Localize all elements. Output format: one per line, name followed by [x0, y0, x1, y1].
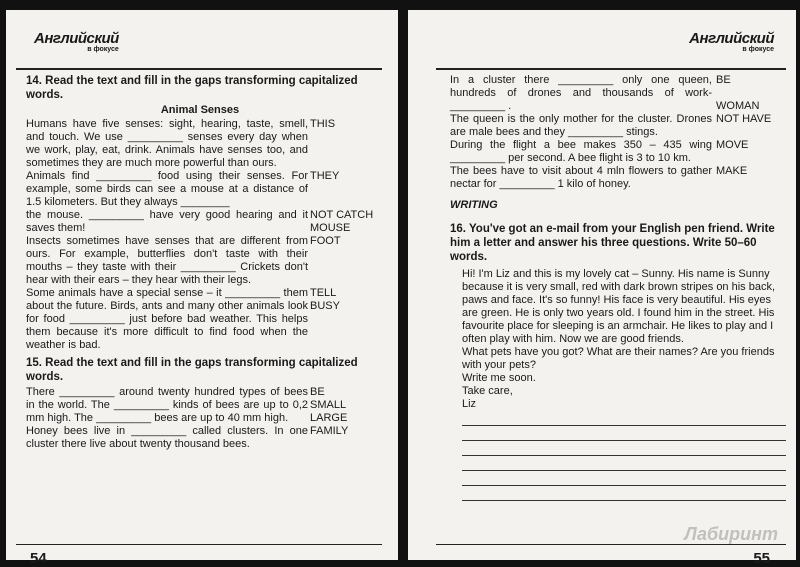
text-row: [450, 165, 786, 191]
text-row: [26, 209, 374, 235]
letter-paragraph: What pets have you got? What are their names? Are you friends with your pets?: [462, 346, 775, 371]
writing-header: WRITING: [450, 199, 498, 211]
text-row: [450, 139, 786, 165]
footer-rule: [436, 544, 786, 545]
capitalized-word: BE WOMAN: [716, 74, 760, 112]
text-row: [26, 170, 374, 209]
page-number: 54: [30, 550, 47, 567]
passage-text: Some animals have a special sense – it _________ them about the future. Birds, ants and many other animals look for food _________ just before bad weather. This helps them because it's more difficult to find food when the weather is bad.: [26, 287, 308, 351]
passage-text: Insects sometimes have senses that are different from ours. For example, butterflies don't taste with their mouths – they taste with their _________ Crickets don't hear with their ears – they hear with their legs.: [26, 235, 308, 286]
passage-text: Honey bees live in _________ called clusters. In one cluster there live about twenty thousand bees.: [26, 425, 308, 450]
text-row: [450, 74, 786, 113]
task-14-subtitle: Animal Senses: [160, 104, 240, 116]
task-14-rows: [26, 118, 374, 352]
text-row: [26, 118, 374, 170]
letter-paragraph: Write me soon.: [462, 372, 536, 384]
pen-friend-letter: [462, 268, 786, 411]
footer-rule: [16, 544, 382, 545]
answer-line[interactable]: [462, 441, 786, 456]
passage-text: In a cluster there _________ only one queen, hundreds of drones and thousands of work- _________ .: [450, 74, 712, 112]
capitalized-word: BE SMALL LARGE: [310, 386, 348, 424]
right-page: [408, 10, 796, 567]
capitalized-word: THEY: [310, 170, 340, 182]
letter-paragraph: Liz: [462, 398, 477, 410]
left-page: [6, 10, 398, 567]
header-rule: [436, 68, 786, 70]
page-number: 55: [753, 550, 770, 567]
left-content: [26, 74, 374, 451]
task-14-title: 14. Read the text and fill in the gaps transforming capitalized words.: [26, 75, 358, 101]
text-row: [26, 386, 374, 425]
passage-text: Animals find _________ food using their senses. For example, some birds can see a mouse at a distance of 1.5 kilometers. But they always ________: [26, 170, 308, 208]
header-rule: [16, 68, 382, 70]
passage-text: The bees have to visit about 4 mln flowers to gather nectar for _________ 1 kilo of honey.: [450, 165, 712, 190]
passage-text: Humans have five senses: sight, hearing, taste, smell, and touch. We use _________ senses every day when we work, play, eat, drink. Animals have senses too, and sometimes they are much more powerful than ours.: [26, 118, 308, 169]
answer-line[interactable]: [462, 426, 786, 441]
task-15-continued-rows: [450, 74, 786, 191]
answer-line[interactable]: [462, 486, 786, 501]
capitalized-word: MOVE: [716, 139, 749, 151]
letter-paragraph: Hi! I'm Liz and this is my lovely cat – Sunny. His name is Sunny because it is very small, red with dark brown stripes on his back, paws and face. It's so funny! His face is very beautiful. His eyes are green. He is only two years old. I found him in the street. His favourite place for sleeping is an armchair. He likes to play and I often play with him. Now we are good friends.: [462, 268, 776, 345]
book-logo: [34, 32, 119, 54]
answer-lines: [450, 411, 786, 501]
logo-title: Английский: [689, 30, 774, 47]
logo-title: Английский: [34, 30, 119, 47]
logo-subtitle: в фокусе: [742, 46, 774, 53]
book-logo: [689, 32, 774, 54]
text-row: [26, 235, 374, 287]
capitalized-word: THIS: [310, 118, 336, 130]
text-row: [26, 287, 374, 352]
text-row: [450, 113, 786, 139]
passage-text: There _________ around twenty hundred types of bees in the world. The _________ kinds of bees are up to 0,2 mm high. The _________ bees are up to 40 mm high.: [26, 386, 308, 424]
capitalized-word: FAMILY: [310, 425, 349, 437]
logo-subtitle: в фокусе: [87, 46, 119, 53]
text-row: [26, 425, 374, 451]
capitalized-word: NOT HAVE: [716, 113, 772, 125]
task-15-rows: [26, 386, 374, 451]
letter-paragraph: Take care,: [462, 385, 513, 397]
task-15-title: 15. Read the text and fill in the gaps transforming capitalized words.: [26, 357, 358, 383]
answer-line[interactable]: [462, 411, 786, 426]
task-16-title: 16. You've got an e-mail from your English pen friend. Write him a letter and answer his three questions. Write 50–60 words.: [450, 223, 775, 263]
capitalized-word: NOT CATCH MOUSE: [310, 209, 374, 234]
passage-text: The queen is the only mother for the cluster. Drones are male bees and they _________ stings.: [450, 113, 712, 138]
answer-line[interactable]: [462, 456, 786, 471]
capitalized-word: MAKE: [716, 165, 748, 177]
watermark-logo: Лабиринт: [684, 524, 778, 544]
answer-line[interactable]: [462, 471, 786, 486]
passage-text: During the flight a bee makes 350 – 435 wing _________ per second. A bee flight is 3 to 10 km.: [450, 139, 712, 164]
capitalized-word: FOOT: [310, 235, 341, 247]
passage-text: the mouse. _________ have very good hearing and it saves them!: [26, 209, 308, 234]
capitalized-word: TELL BUSY: [310, 287, 340, 312]
right-content: [450, 74, 786, 501]
